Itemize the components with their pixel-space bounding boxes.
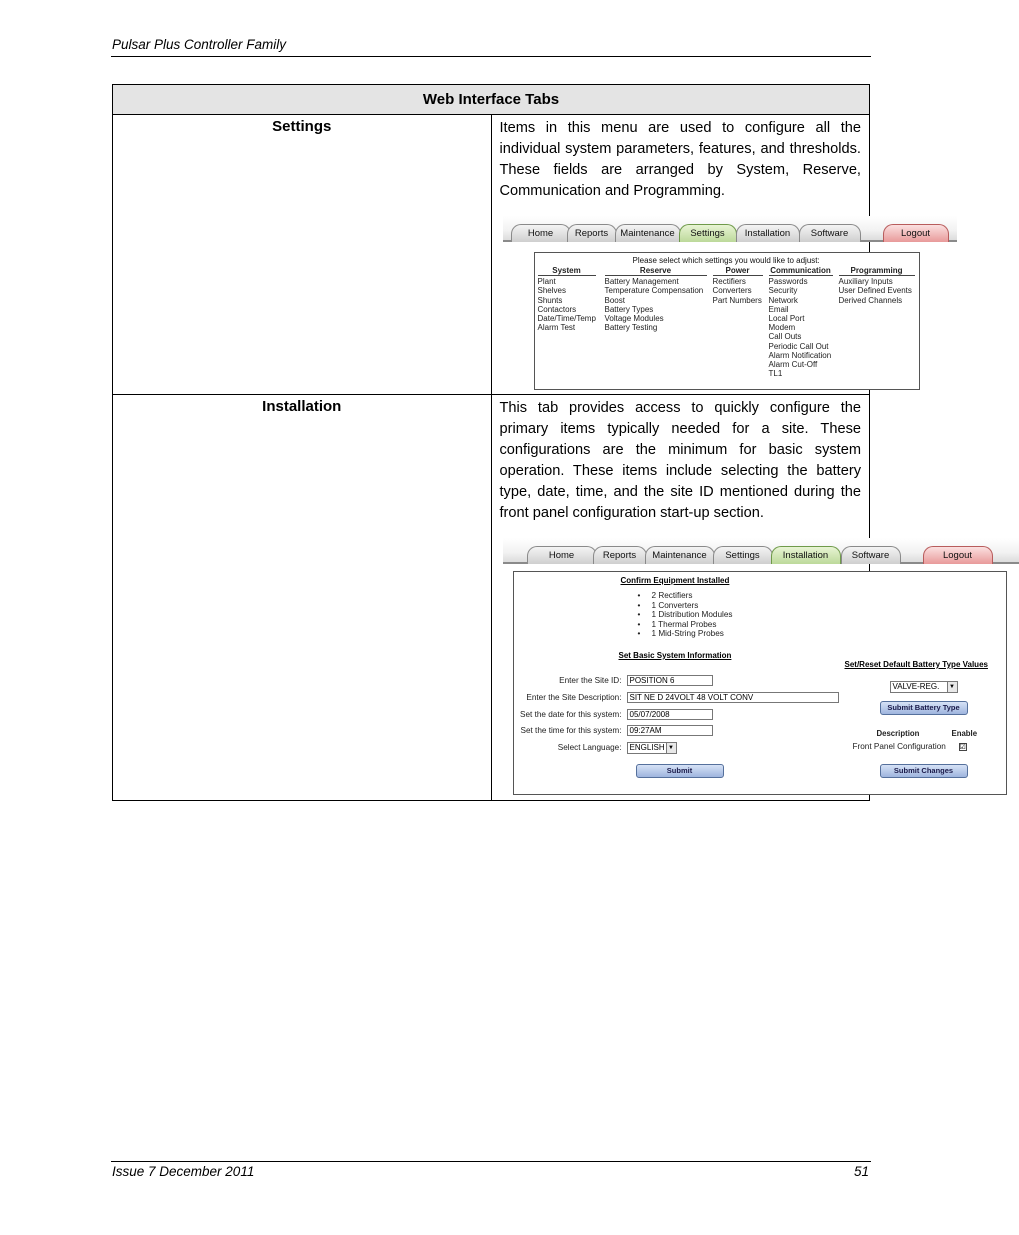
installation-panel	[513, 571, 1007, 795]
tab-installation[interactable]: Installation	[771, 546, 841, 564]
tab-maintenance[interactable]: Maintenance	[645, 546, 715, 564]
equipment-list	[638, 591, 733, 639]
settings-column-programming: Programming Auxiliary Inputs User Defined Events Derived Channels	[839, 266, 915, 305]
settings-link[interactable]: Alarm Cut-Off	[768, 360, 818, 370]
settings-link[interactable]: Voltage Modules	[604, 314, 664, 324]
description-column-header: Description	[876, 729, 920, 738]
settings-link[interactable]: Network	[768, 295, 798, 305]
installation-description: This tab provides access to quickly configure the primary items typically needed for a site. These configurations are the minimum for basic system operation. These items include selecting the battery type, date, time, and the site ID mentioned during the front panel configuration start-up section.	[499, 400, 861, 521]
date-input[interactable]: 05/07/2008	[627, 709, 713, 720]
installation-screenshot	[503, 538, 1019, 800]
tab-reports[interactable]: Reports	[593, 546, 647, 564]
settings-link[interactable]: TL1	[768, 369, 783, 379]
settings-link[interactable]: Alarm Test	[537, 323, 576, 333]
chevron-down-icon: ▼	[947, 682, 957, 692]
row-label-settings: Settings	[113, 115, 492, 395]
settings-link[interactable]: Battery Testing	[604, 323, 658, 333]
settings-intro: Please select which settings you would like to adjust:	[632, 256, 820, 265]
list-item: • 1 Converters	[638, 601, 733, 611]
tab-installation[interactable]: Installation	[736, 224, 800, 242]
settings-link[interactable]: Security	[768, 286, 798, 296]
table-row-settings	[113, 115, 870, 395]
settings-column-system: System Plant Shelves Shunts Contactors Date/Time/Temp Alarm Test	[537, 266, 596, 333]
settings-description: Items in this menu are used to configure all the individual system parameters, features, and thresholds. These fields are arranged by System, Reserve, Communication and Programming.	[499, 120, 861, 199]
footer-issue: Issue 7 December 2011	[112, 1164, 255, 1179]
site-description-input[interactable]: SIT NE D 24VOLT 48 VOLT CONV	[627, 692, 839, 703]
settings-link[interactable]: Converters	[712, 286, 752, 296]
enable-column-header: Enable	[951, 729, 978, 738]
tab-logout[interactable]: Logout	[923, 546, 993, 564]
settings-screenshot	[503, 216, 957, 394]
page-number: 51	[853, 1164, 869, 1179]
time-label: Set the time for this system:	[520, 726, 622, 735]
settings-link[interactable]: Shunts	[537, 295, 563, 305]
settings-link[interactable]: Contactors	[537, 304, 577, 314]
settings-link[interactable]: Date/Time/Temp	[537, 314, 596, 324]
row-content-installation	[491, 395, 988, 801]
settings-link[interactable]: Local Port	[768, 314, 805, 324]
table-title: Web Interface Tabs	[113, 85, 870, 115]
settings-link[interactable]: Call Outs	[768, 332, 802, 342]
language-select[interactable]: ENGLISH ▼	[627, 742, 677, 754]
tab-maintenance[interactable]: Maintenance	[615, 224, 681, 242]
front-panel-config-checkbox[interactable]: ☑	[959, 744, 966, 751]
list-item: • 1 Thermal Probes	[638, 620, 733, 630]
submit-battery-type-button[interactable]: Submit Battery Type	[880, 701, 968, 715]
list-item: • 2 Rectifiers	[638, 591, 733, 601]
settings-link[interactable]: Alarm Notification	[768, 350, 832, 360]
settings-link[interactable]: Battery Types	[604, 304, 654, 314]
settings-link[interactable]: Boost	[604, 295, 625, 305]
settings-column-communication: Communication Passwords Security Network Email Local Port Modem Call Outs Periodic Call Out Alarm Notification Alarm Cut-Off TL1	[768, 266, 832, 379]
settings-link[interactable]: Auxiliary Inputs	[838, 277, 893, 287]
battery-type-select[interactable]: VALVE-REG. ▼	[890, 681, 958, 693]
document-header-title: Pulsar Plus Controller Family	[112, 37, 287, 52]
settings-link[interactable]: Shelves	[537, 286, 566, 296]
settings-column-reserve: Reserve Battery Management Temperature Compensation Boost Battery Types Voltage Modules Battery Testing	[605, 266, 707, 332]
site-id-label: Enter the Site ID:	[559, 676, 622, 685]
date-label: Set the date for this system:	[520, 710, 622, 719]
front-panel-config-label: Front Panel Configuration	[852, 742, 946, 751]
tab-home[interactable]: Home	[511, 224, 571, 242]
settings-link[interactable]: Plant	[537, 277, 556, 287]
language-label: Select Language:	[557, 743, 622, 752]
tab-reports[interactable]: Reports	[567, 224, 617, 242]
settings-link[interactable]: Part Numbers	[712, 295, 762, 305]
list-item: • 1 Distribution Modules	[638, 610, 733, 620]
settings-link[interactable]: Periodic Call Out	[768, 341, 829, 351]
settings-link[interactable]: Passwords	[768, 277, 808, 287]
settings-link[interactable]: Battery Management	[604, 277, 679, 287]
settings-link[interactable]: Modem	[768, 323, 796, 333]
settings-link[interactable]: Email	[768, 304, 789, 314]
submit-button[interactable]: Submit	[636, 764, 724, 778]
site-id-input[interactable]: POSITION 6	[627, 675, 713, 686]
confirm-equipment-heading: Confirm Equipment Installed	[620, 576, 730, 585]
table-row-installation	[113, 395, 870, 801]
tab-software[interactable]: Software	[799, 224, 861, 242]
tab-software[interactable]: Software	[841, 546, 901, 564]
web-interface-tabs-table	[112, 84, 988, 801]
settings-column-power: Power Rectifiers Converters Part Numbers	[712, 266, 762, 305]
settings-link[interactable]: User Defined Events	[838, 286, 912, 296]
header-rule	[111, 56, 871, 57]
time-input[interactable]: 09:27AM	[627, 725, 713, 736]
settings-link[interactable]: Temperature Compensation	[604, 286, 704, 296]
tab-logout[interactable]: Logout	[883, 224, 949, 242]
battery-type-heading: Set/Reset Default Battery Type Values	[844, 660, 988, 669]
basic-info-heading: Set Basic System Information	[618, 651, 732, 660]
row-content-settings	[491, 115, 931, 395]
footer-rule	[111, 1161, 871, 1162]
settings-link[interactable]: Rectifiers	[712, 277, 746, 287]
settings-panel	[534, 252, 920, 390]
chevron-down-icon: ▼	[666, 743, 676, 753]
tab-settings[interactable]: Settings	[679, 224, 737, 242]
installation-tab-bar	[503, 538, 1019, 564]
tab-settings[interactable]: Settings	[713, 546, 773, 564]
site-description-label: Enter the Site Description:	[526, 693, 622, 702]
row-label-installation: Installation	[113, 395, 492, 801]
settings-tab-bar	[503, 216, 957, 242]
settings-link[interactable]: Derived Channels	[838, 295, 903, 305]
submit-changes-button[interactable]: Submit Changes	[880, 764, 968, 778]
list-item: • 1 Mid-String Probes	[638, 629, 733, 639]
tab-home[interactable]: Home	[527, 546, 597, 564]
